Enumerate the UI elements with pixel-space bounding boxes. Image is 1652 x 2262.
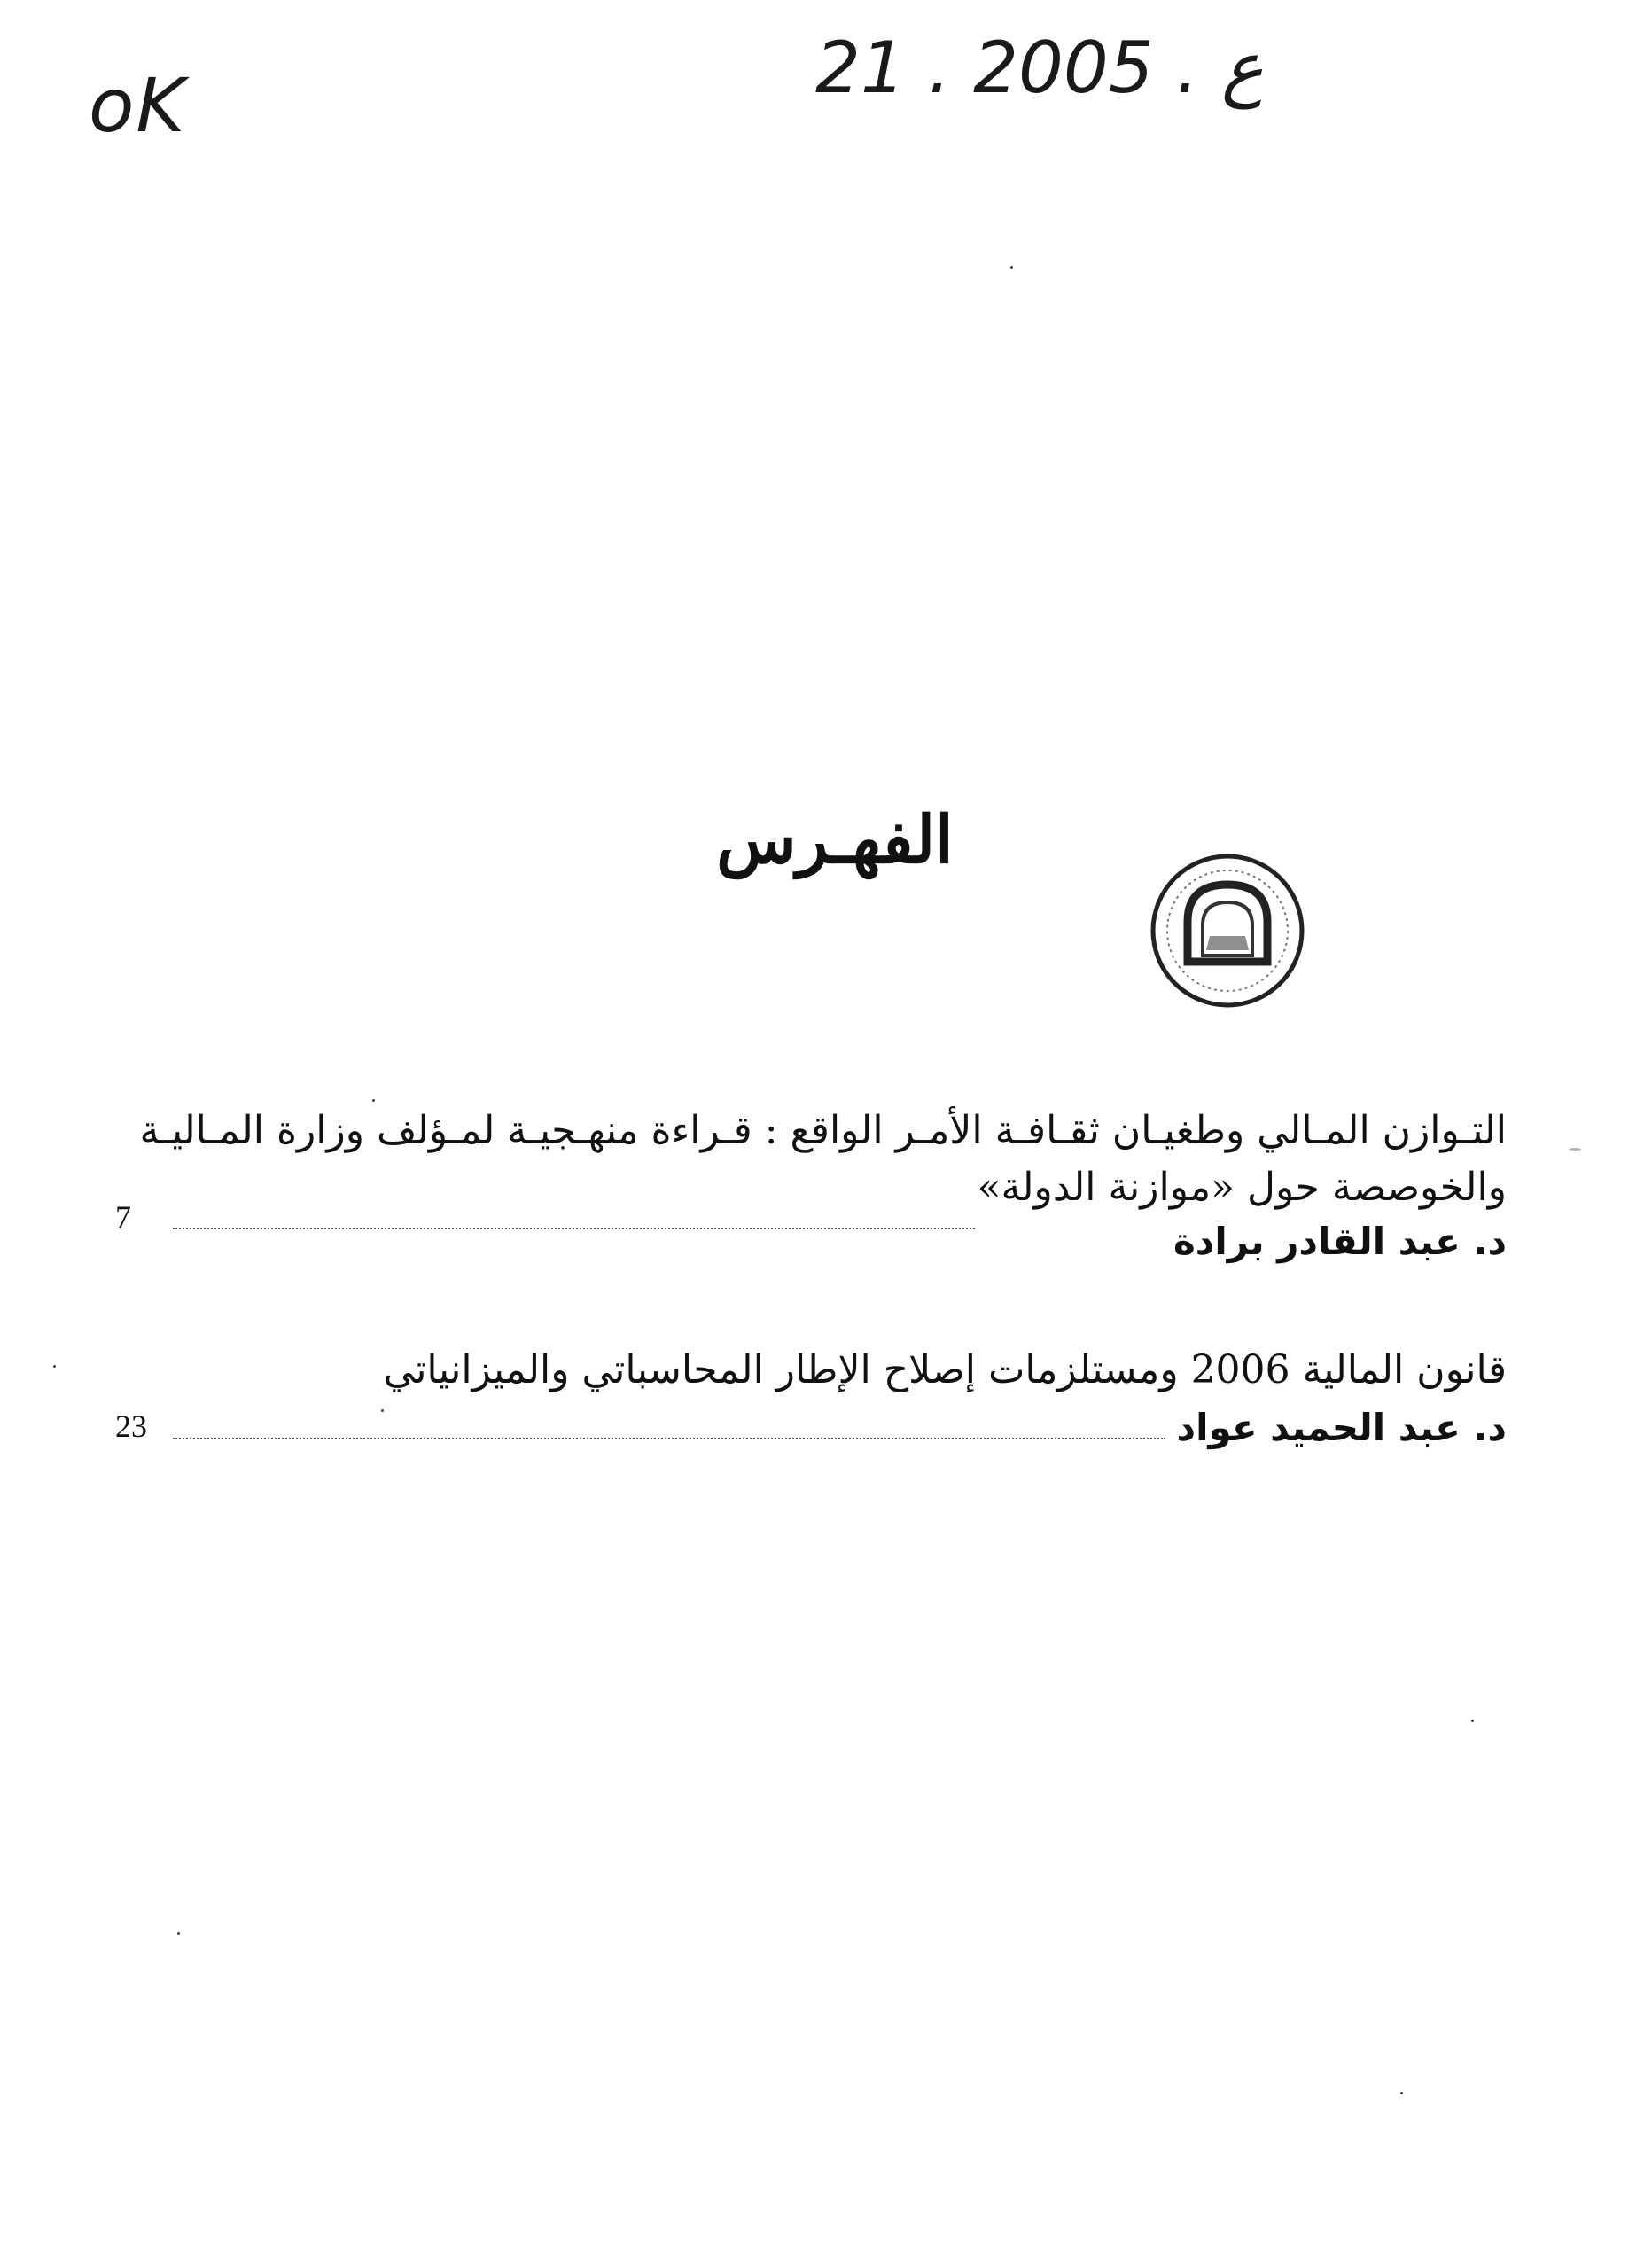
scan-speck [381, 1409, 384, 1412]
entry-1-title-line-1: التـوازن المـالي وطغيـان ثقـافـة الأمـر الواقع : قـراءة منهـجيـة لمـؤلف وزارة المـاليـة [139, 1108, 1507, 1153]
handwritten-date: 21 . ع . 2005 [815, 27, 1264, 109]
scan-speck [1569, 1148, 1581, 1150]
entry-1-page-number: 7 [115, 1199, 131, 1235]
handwritten-ok-mark: oK [89, 62, 187, 149]
scan-speck [177, 1932, 180, 1935]
scan-speck [1010, 266, 1013, 269]
entry-2-title-line-1: قانون المالية 2006 ومستلزمات إصلاح الإطار المحاسباتي والميزانياتي [383, 1347, 1507, 1392]
entry-1-dot-leader [173, 1228, 975, 1229]
scan-speck [372, 1099, 375, 1102]
scan-speck [1400, 2092, 1403, 2094]
scan-speck [1471, 1720, 1474, 1722]
index-title: الفهـرس [716, 802, 954, 878]
entry-1-author: د. عبد القادر برادة [1173, 1220, 1507, 1263]
page-title [0, 802, 1652, 878]
entry-2-author: د. عبد الحميد عواد [1176, 1406, 1507, 1449]
table-of-contents [115, 1108, 1507, 1507]
entry-2-dot-leader [173, 1438, 1165, 1439]
scan-speck [53, 1365, 56, 1368]
entry-2-page-number: 23 [115, 1408, 147, 1444]
entry-1-title-line-2: والخوصصة حول «موازنة الدولة» [977, 1165, 1507, 1210]
publisher-seal-icon [1148, 851, 1307, 1010]
